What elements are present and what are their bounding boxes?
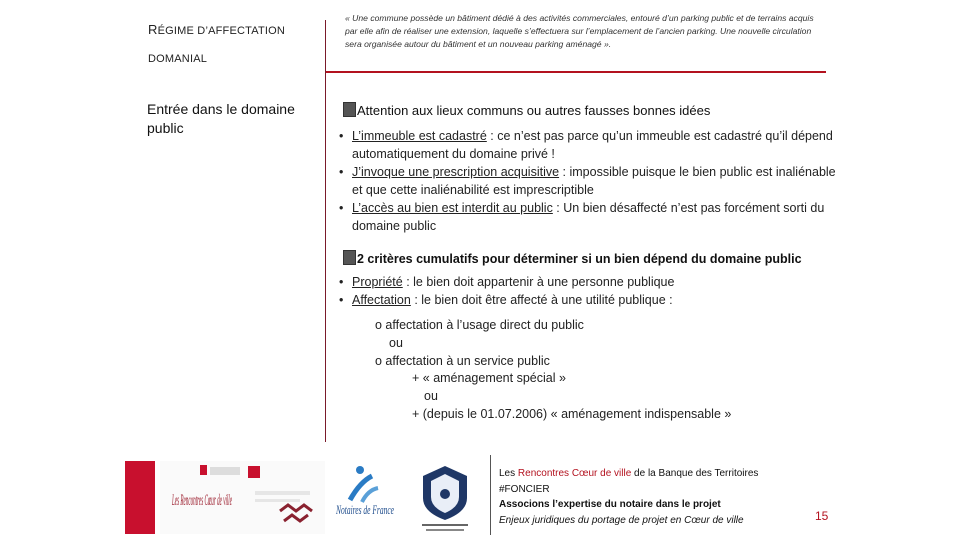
rencontres-band-logo	[125, 461, 155, 534]
item-text: : Un bien désaffecté n’est pas forcément sorti du domaine public	[352, 201, 825, 233]
notaires-de-france-logo	[332, 462, 404, 534]
coeur-de-ville-logo	[160, 461, 325, 534]
list-item	[337, 291, 837, 309]
list-item	[337, 163, 837, 199]
sub-item-c: + « aménagement spécial »	[412, 371, 566, 386]
crest-logo	[412, 462, 478, 534]
footer-line1-c: de la Banque des Territoires	[631, 468, 759, 479]
section-title-line2: DOMANIAL	[148, 53, 208, 65]
warning-icon	[343, 102, 356, 117]
partner-logos	[160, 461, 325, 534]
block1-title	[343, 102, 710, 118]
block1-list	[337, 127, 837, 235]
item-lead: J’invoque une prescription acquisitive	[352, 165, 560, 179]
footer-line4: Enjeux juridiques du portage de projet en Cœur de ville	[499, 514, 744, 526]
logo-text: Les Rencontres Cœur de ville	[171, 492, 232, 509]
sub-item-b: o affectation à un service public	[375, 353, 550, 368]
list-item	[337, 273, 837, 291]
block1-title-text: Attention aux lieux communs ou autres fausses bonnes idées	[357, 103, 711, 118]
warning-icon	[343, 250, 356, 265]
footer-line3: Associons l’expertise du notaire dans le projet	[499, 499, 721, 510]
item-lead: Affectation	[352, 293, 411, 307]
footer-text	[499, 466, 799, 528]
block2-title-text: 2 critères cumulatifs pour déterminer si un bien dépend du domaine public	[357, 252, 802, 266]
item-lead: Propriété	[352, 275, 403, 289]
section-title-rest: ÉGIME D’AFFECTATION	[157, 25, 286, 37]
item-text: : impossible puisque le bien public est inaliénable et que cette inaliénabilité est imprescriptible	[352, 165, 836, 197]
footer-hashtag: #FONCIER	[499, 483, 550, 495]
section-title	[148, 20, 318, 69]
vertical-divider	[325, 20, 326, 442]
subject-heading: Entrée dans le domaine public	[147, 101, 295, 136]
case-quote: « Une commune possède un bâtiment dédié à des activités commerciales, entouré d’un parking public et de terrains acquis par elle afin de réaliser une extension, laquelle s’effectuera sur l’emplacement de l’ancien parking. Une nouvelle circulation sera organisée autour du bâtiment et un nouveau parking aménagé ».	[345, 13, 814, 49]
page-number: 15	[815, 509, 829, 523]
sub-item-d: + (depuis le 01.07.2006) « aménagement indispensable »	[412, 406, 732, 421]
affectation-sublist	[375, 317, 815, 424]
section-title-initial: R	[148, 22, 158, 37]
block2-list	[337, 273, 837, 309]
sub-or-1: ou	[389, 335, 403, 350]
horizontal-divider	[326, 71, 826, 73]
list-item	[337, 127, 837, 163]
notaires-logo-text: Notaires de France	[335, 502, 395, 517]
block2-title	[343, 250, 802, 266]
list-item	[337, 199, 837, 235]
item-lead: L’accès au bien est interdit au public	[352, 201, 553, 215]
sub-item-a: o affectation à l’usage direct du public	[375, 318, 584, 332]
sub-or-2: ou	[424, 389, 438, 404]
item-text: : ce n’est pas parce qu’un immeuble est cadastré qu’il dépend automatiquement du domaine privé !	[352, 129, 833, 161]
item-text: : le bien doit être affecté à une utilité publique :	[410, 293, 673, 307]
item-text: : le bien doit appartenir à une personne publique	[402, 275, 675, 289]
footer-line1-b: Rencontres Cœur de ville	[517, 468, 632, 479]
item-lead: L’immeuble est cadastré	[352, 129, 487, 143]
footer-line1-a: Les	[499, 468, 518, 479]
footer-divider	[490, 455, 491, 535]
